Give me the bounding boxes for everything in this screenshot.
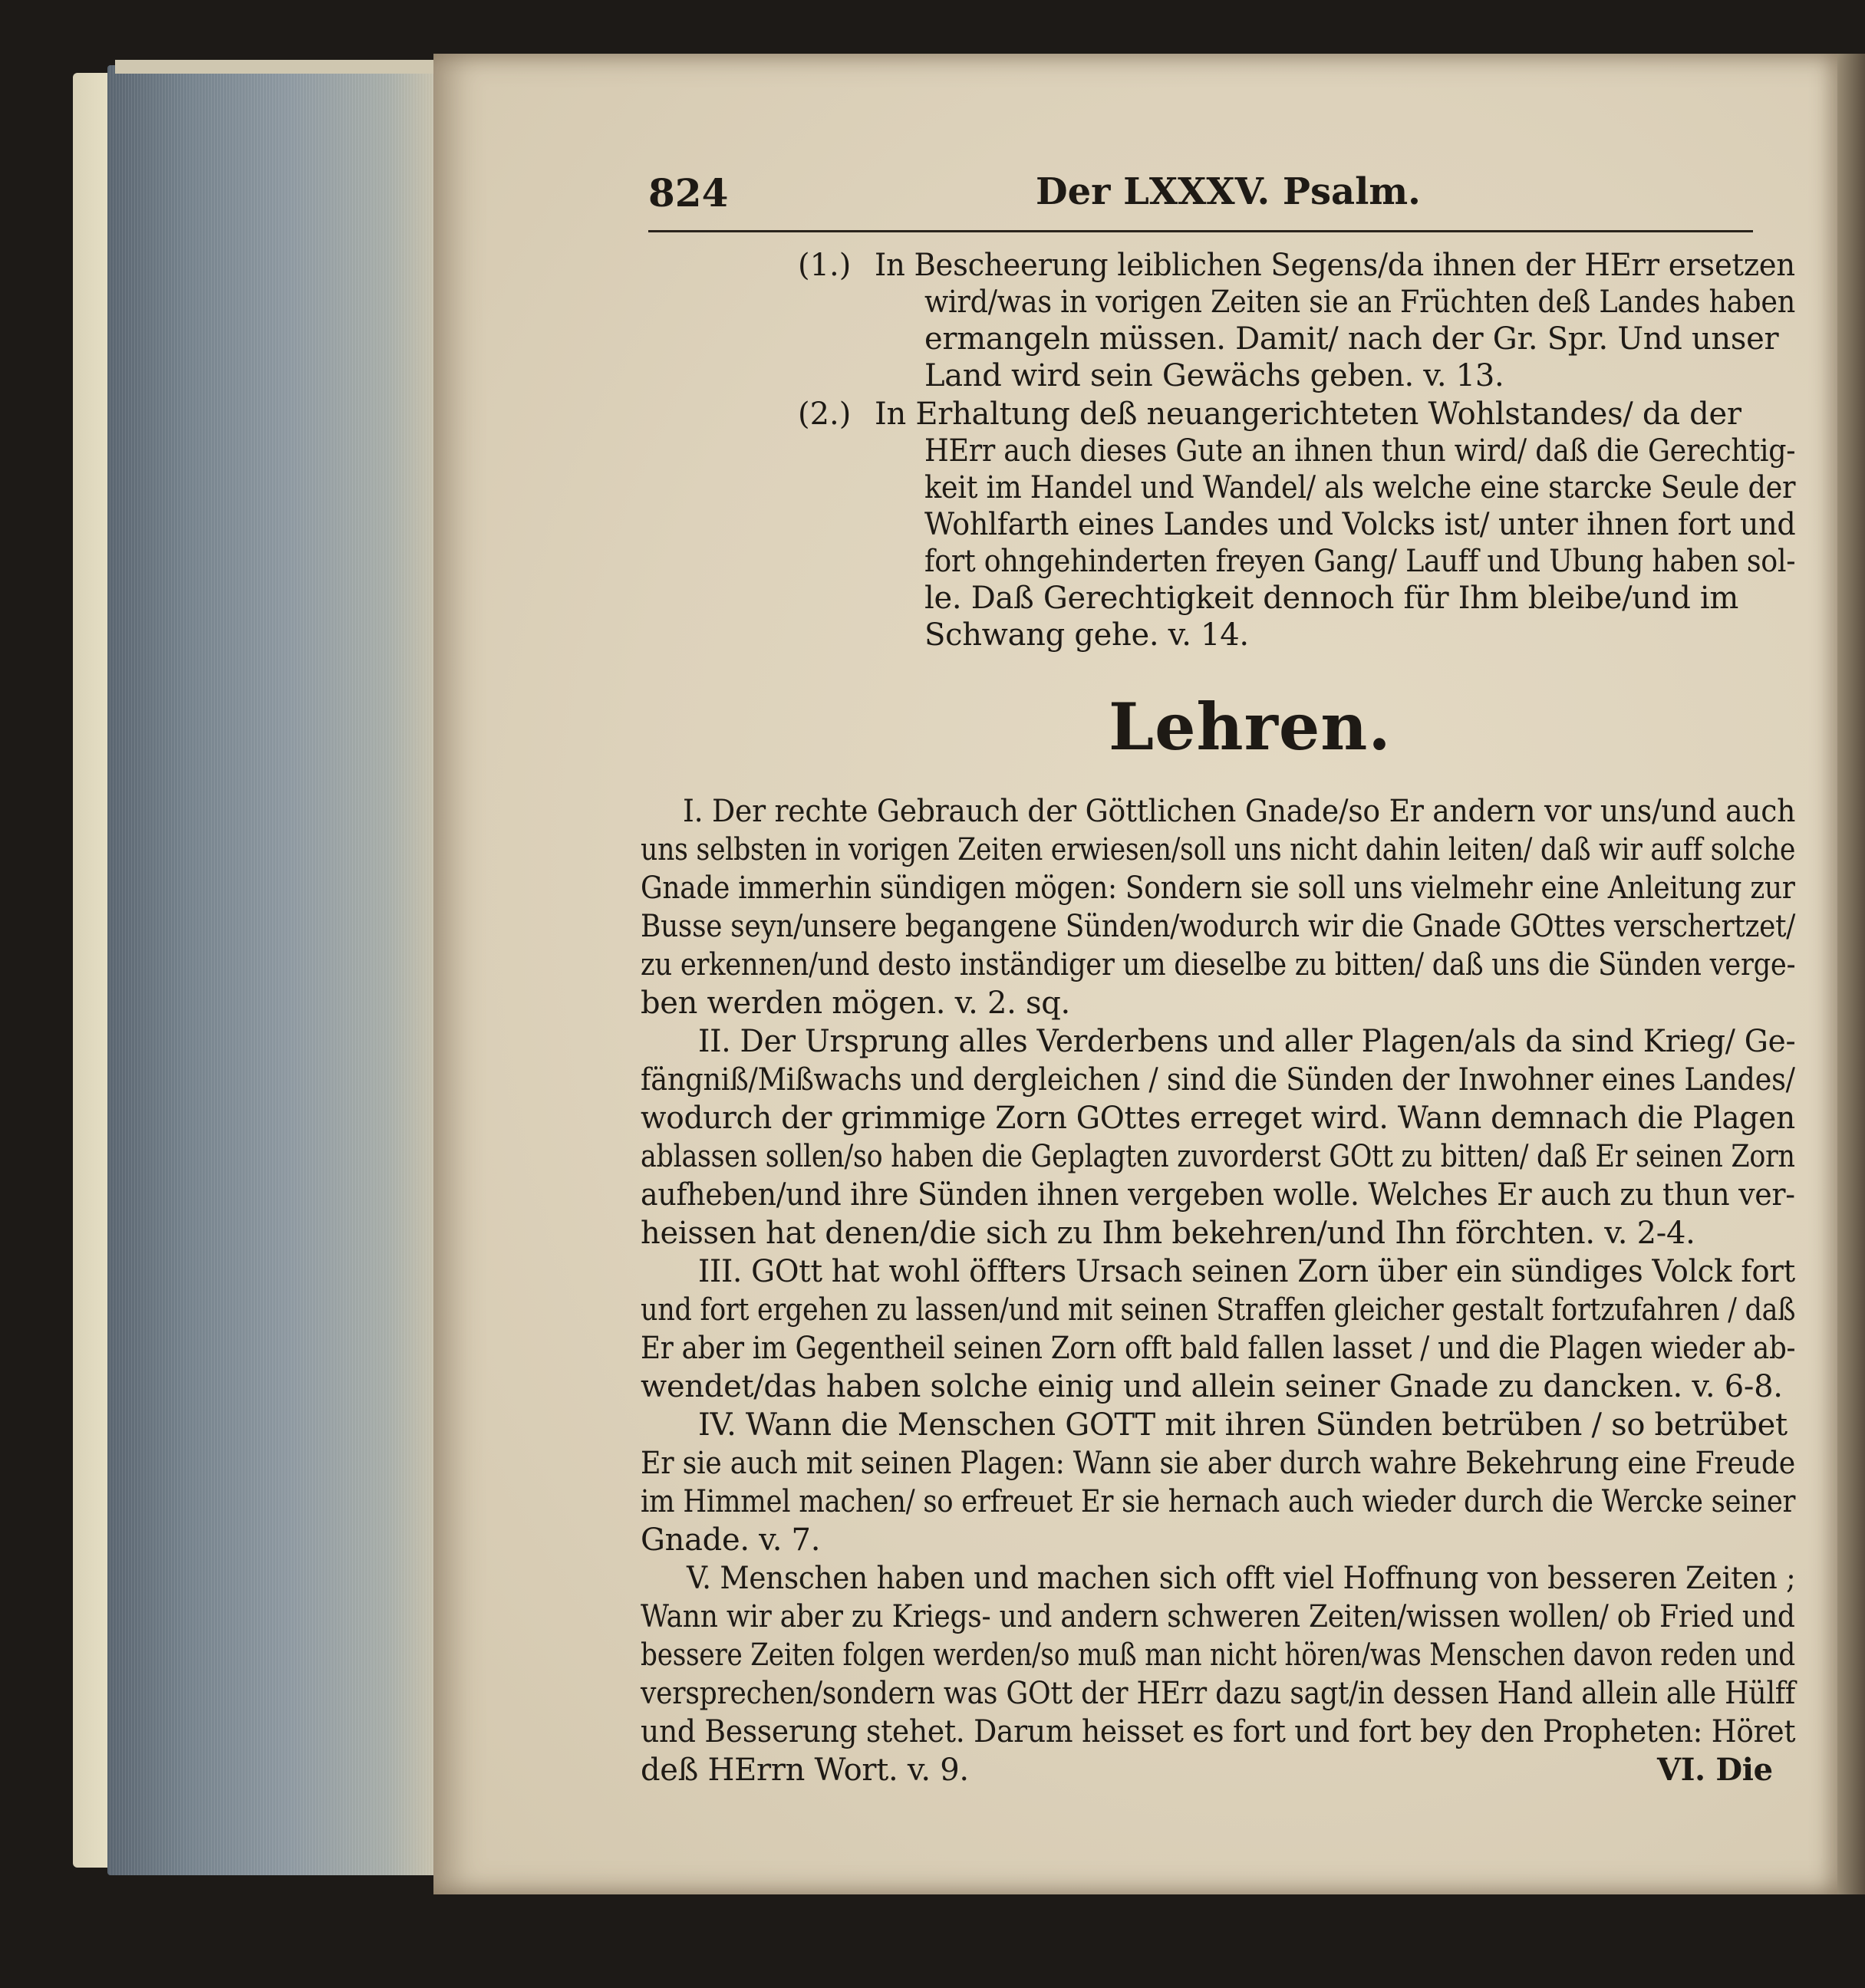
lehren-line: wendet/das haben solche einig und allein seiner Gnade zu dancken. v. 6-8. (641, 1369, 1783, 1404)
lehren-line: Er aber im Gegentheil seinen Zorn offt bald fallen lasset / und die Plagen wieder ab- (641, 1331, 1796, 1366)
lehren-line: I. Der rechte Gebrauch der Göttlichen Gnade/so Er andern vor uns/und auch (683, 794, 1796, 829)
lehren-line: und fort ergehen zu lassen/und mit seinen Straffen gleicher gestalt fortzufahren / daß (641, 1292, 1796, 1328)
lehren-line: Busse seyn/unsere begangene Sünden/wodurch wir die Gnade GOttes verschertzet/ (641, 909, 1796, 944)
item-marker-1: (1.) (798, 248, 852, 283)
lehren-line: fängniß/Mißwachs und dergleichen / sind die Sünden der Inwohner eines Landes/ (641, 1062, 1795, 1098)
header-rule (648, 230, 1753, 232)
item-marker-2: (2.) (798, 397, 852, 432)
item-2-line: keit im Handel und Wandel/ als welche eine starcke Seule der (924, 470, 1796, 505)
section-heading: Lehren. (1109, 689, 1392, 765)
lehren-line: III. GOtt hat wohl öffters Ursach seinen Zorn über ein sündiges Volck fort (698, 1254, 1795, 1289)
lehren-line: versprechen/sondern was GOtt der HErr dazu sagt/in dessen Hand allein alle Hülff (641, 1676, 1795, 1711)
page-number: 824 (648, 170, 729, 216)
item-1-line: Land wird sein Gewächs geben. v. 13. (924, 358, 1504, 393)
catchword: VI. Die (1657, 1752, 1773, 1788)
lehren-line: Er sie auch mit seinen Plagen: Wann sie aber durch wahre Bekehrung eine Freude (641, 1446, 1796, 1481)
lehren-line: bessere Zeiten folgen werden/so muß man nicht hören/was Menschen davon reden und (641, 1637, 1795, 1673)
page-stack-edge (107, 65, 437, 1875)
lehren-line: und Besserung stehet. Darum heisset es fort und fort bey den Propheten: Höret (641, 1714, 1796, 1749)
lehren-line: ablassen sollen/so haben die Geplagten zuvorderst GOtt zu bitten/ daß Er seinen Zorn (641, 1139, 1795, 1174)
item-1-line: wird/was in vorigen Zeiten sie an Früchten deß Landes haben (924, 285, 1796, 320)
lehren-line: uns selbsten in vorigen Zeiten erwiesen/soll uns nicht dahin leiten/ daß wir auff solche (641, 832, 1796, 867)
lehren-line: IV. Wann die Menschen GOTT mit ihren Sünden betrüben / so betrübet (698, 1407, 1788, 1443)
lehren-line: Wann wir aber zu Kriegs- und andern schweren Zeiten/wissen wollen/ ob Fried und (641, 1599, 1795, 1634)
lehren-line: im Himmel machen/ so erfreuet Er sie hernach auch wieder durch die Wercke seiner (641, 1484, 1796, 1519)
lehren-line: II. Der Ursprung alles Verderbens und aller Plagen/als da sind Krieg/ Ge- (698, 1024, 1796, 1059)
lehren-line: V. Menschen haben und machen sich offt viel Hoffnung von besseren Zeiten ; (687, 1561, 1796, 1596)
item-2-line: In Erhaltung deß neuangerichteten Wohlstandes/ da der (875, 397, 1741, 432)
lehren-line: aufheben/und ihre Sünden ihnen vergeben wolle. Welches Er auch zu thun ver- (641, 1177, 1795, 1213)
lehren-line: heissen hat denen/die sich zu Ihm bekehren/und Ihn förchten. v. 2-4. (641, 1216, 1695, 1251)
item-2-line: fort ohngehinderten freyen Gang/ Lauff und Ubung haben sol- (924, 544, 1796, 579)
running-head (648, 170, 1865, 216)
page-stack-top (115, 60, 437, 74)
lehren-line: deß HErrn Wort. v. 9. (641, 1753, 969, 1788)
item-2-line: le. Daß Gerechtigkeit dennoch für Ihm bleibe/und im (924, 581, 1739, 616)
lehren-line: Gnade immerhin sündigen mögen: Sondern sie soll uns vielmehr eine Anleitung zur (641, 871, 1795, 906)
item-1-line: ermangeln müssen. Damit/ nach der Gr. Spr. Und unser (924, 321, 1779, 357)
lehren-line: zu erkennen/und desto inständiger um dieselbe zu bitten/ daß uns die Sünden verge- (641, 947, 1796, 982)
item-2-line: HErr auch dieses Gute an ihnen thun wird/ daß die Gerechtig- (924, 433, 1796, 469)
item-2-line: Wohlfarth eines Landes und Volcks ist/ unter ihnen fort und (924, 507, 1796, 542)
lehren-line: Gnade. v. 7. (641, 1522, 821, 1558)
lehren-line: ben werden mögen. v. 2. sq. (641, 986, 1070, 1021)
lehren-line: wodurch der grimmige Zorn GOttes erreget wird. Wann demnach die Plagen (641, 1101, 1795, 1136)
running-title: Der LXXXV. Psalm. (1036, 170, 1421, 213)
item-2-line: Schwang gehe. v. 14. (924, 617, 1249, 653)
item-1-line: In Bescheerung leiblichen Segens/da ihnen der HErr ersetzen (875, 248, 1795, 283)
